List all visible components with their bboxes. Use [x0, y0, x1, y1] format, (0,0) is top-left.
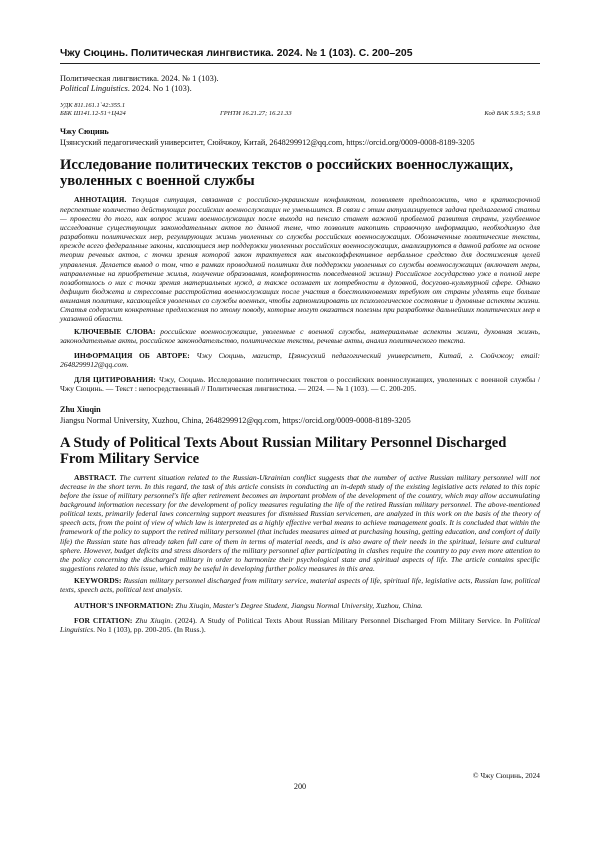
vak-code: Код ВАК 5.9.5; 5.9.8 [484, 110, 540, 118]
copyright-notice: © Чжу Сюцинь, 2024 [472, 771, 540, 780]
affiliation-en: Jiangsu Normal University, Xuzhou, China, 2648299912@qq.com, https://orcid.org/0009-0008-8189-3205 [60, 415, 411, 425]
bbk-code: ББК Ш141.12-51+Ц424 [60, 110, 126, 118]
title-ru: Исследование политических текстов о российских военнослужащих, уволенных с военной службы [60, 157, 513, 190]
journal-line-ru: Политическая лингвистика. 2024. № 1 (103). [60, 74, 219, 83]
abstract-en-text: The current situation related to the Russian-Ukrainian conflict suggests that the number of active Russian military personnel will not decrease in the short term. In this regard, the task of this article consists in conducting an in-depth study of the existing legislative acts related to this topic before the issue of military personnel's life after retirement becomes an important problem of the development of the country, which may allow accumulating background information necessary for the development of policy measures regulating the life of the retired Russian military personnel. The above-mentioned political texts, primarily federal laws concerning support measures for dismissed Russian servicemen, are analyzed in this work on the basis of the theory of speech acts, from the point of view of which law is interpreted as a highly effective verbal means to achieve management goals. It is concluded that within the framework of the policy to support the retired military personnel (that includes measures aimed at purchasing housing, getting education, and comfort of daily life) the Russian state has already taken full care of them in terms of material needs, and is also aware of their needs in the spiritual, leisure and cultural sphere. However, budget deficits and stress disorders of the military personnel after participating in clashes require the country to pay even more attention to the policy concerning the discharged military in order to harmonize their psychological state and spiritual aspects of life. The article contains specific suggestions related to this issue, which may be useful in developing further policy measures in this area. [60, 472, 541, 574]
author-info-ru-label: ИНФОРМАЦИЯ ОБ АВТОРЕ: [74, 350, 190, 360]
citation-en-text-1: . (2024). A Study of Political Texts About Russian Military Personnel Discharged From Military Service. In [170, 615, 515, 625]
grnti-code: ГРНТИ 16.21.27; 16.21.33 [220, 110, 292, 118]
title-en: A Study of Political Texts About Russian Military Personnel Discharged From Military Service [60, 434, 507, 467]
keywords-ru-label: КЛЮЧЕВЫЕ СЛОВА: [74, 326, 156, 336]
keywords-ru-text: российские военнослужащие, уволенные с военной службы, материальные аспекты жизни, духовная жизнь, законодательные акты, российское законодательство, политические тексты, речевые акты, анализ политического текста. [60, 326, 541, 345]
author-info-en [60, 601, 540, 610]
abstract-en-label: ABSTRACT. [74, 472, 117, 482]
classification-codes [60, 102, 540, 118]
citation-en-journal: Political Linguistics [60, 615, 541, 634]
keywords-ru [60, 327, 540, 345]
article-page [60, 48, 540, 634]
author-name-ru: Чжу Сюцинь [60, 127, 109, 137]
journal-line-en [60, 84, 540, 94]
author-name-en: Zhu Xiuqin [60, 404, 101, 414]
journal-en-title: Political Linguistics [60, 84, 128, 94]
author-info-en-label: AUTHOR'S INFORMATION: [74, 600, 174, 610]
keywords-en-text: Russian military personnel discharged from military service, material aspects of life, spiritual life, legislative acts, Russian law, political texts, speech acts, political text analysis. [60, 576, 541, 595]
page-number: 200 [293, 782, 307, 791]
citation-en-text-2: . No 1 (103), pp. 200-205. (In Russ.). [93, 624, 206, 634]
keywords-en [60, 576, 540, 594]
udk-code: УДК 811.161.1`42:355.1 [60, 102, 126, 110]
codes-row [60, 110, 540, 118]
citation-en-author: Zhu Xiuqin [135, 615, 171, 625]
running-head: Чжу Сюцинь. Политическая лингвистика. 2024. № 1 (103). С. 200–205 [60, 48, 540, 64]
keywords-en-label: KEYWORDS: [74, 576, 122, 586]
author-info-ru-text: Чжу Сюцинь, магистр, Цзянсуский педагогический университет, Китай, г. Сюйчжоу; email: 2648299912@qq.com. [60, 350, 540, 370]
author-info-ru [60, 351, 540, 369]
citation-ru-label: ДЛЯ ЦИТИРОВАНИЯ: [74, 375, 156, 385]
affiliation-ru: Цзянсуский педагогический университет, Сюйчжоу, Китай, 2648299912@qq.com, https://orcid.org/0009-0008-8189-3205 [60, 138, 475, 148]
author-info-en-text: Zhu Xiuqin, Master's Degree Student, Jiangsu Normal University, Xuzhou, China. [175, 600, 423, 610]
citation-en [60, 616, 540, 634]
abstract-ru [60, 195, 540, 323]
abstract-en [60, 473, 540, 574]
citation-en-label: FOR CITATION: [74, 615, 133, 625]
citation-ru [60, 375, 540, 393]
citation-ru-text: . Исследование политических текстов о российских военнослужащих, уволенных с военной службы / Чжу Сюцинь. — Текст : непосредственный // Политическая лингвистика. — 2024. — № 1 (103). — С. 200-205. [60, 375, 540, 394]
citation-ru-author: Чжу, Сюцинь [158, 375, 204, 385]
abstract-ru-text: Текущая ситуация, связанная с российско-украинским конфликтом, позволяет предположить, что в краткосрочной перспективе количество действующих российских военнослужащих не уменьшится. В связи с этим актуализируется задача предлагаемой статьи — провести до того, как вопрос жизни военнослужащих после выхода на пенсию станет важной проблемой развития страны, углубленное исследование существующих законодательных актов по данной теме, что позволит накопить справочную информацию, необходимую для разработки политических мер, регулирующих жизнь уволенных со службы российских военнослужащих. Обозначенные политические тексты, прежде всего федеральные законы, касающиеся мер поддержки уволенных российских военнослужащих, анализируются в данной работе на основе теории речевых актов, с точки зрения которой закон трактуется как высокоэффективное вербальное средство для достижения целей управления. Делается вывод о том, что в рамках проводимой политики для поддержки уволенных со службы военнослужащих (включает меры, направленные на приобретение жилья, получение образования, комфортность повседневной жизни) Российское государство уже в полной мере позаботилось о них с точки зрения материальных нужд, а также осознает их потребности в духовной, досугово-культурной сфере. Однако дефицит бюджета и стрессовые расстройства военнослужащих после участия в боестолкновениях требуют от страны уделять еще больше внимания политике, касающейся уволенных со службы военных, чтобы гармонизировать их психологическое состояние и духовные аспекты жизни. Статья содержит конкретные предложения по этому поводу, которые могут оказаться полезны при разработке дальнейших политических мер в указанной области. [60, 195, 540, 324]
abstract-ru-label: АННОТАЦИЯ. [74, 195, 127, 205]
journal-en-rest: . 2024. No 1 (103). [127, 84, 192, 94]
